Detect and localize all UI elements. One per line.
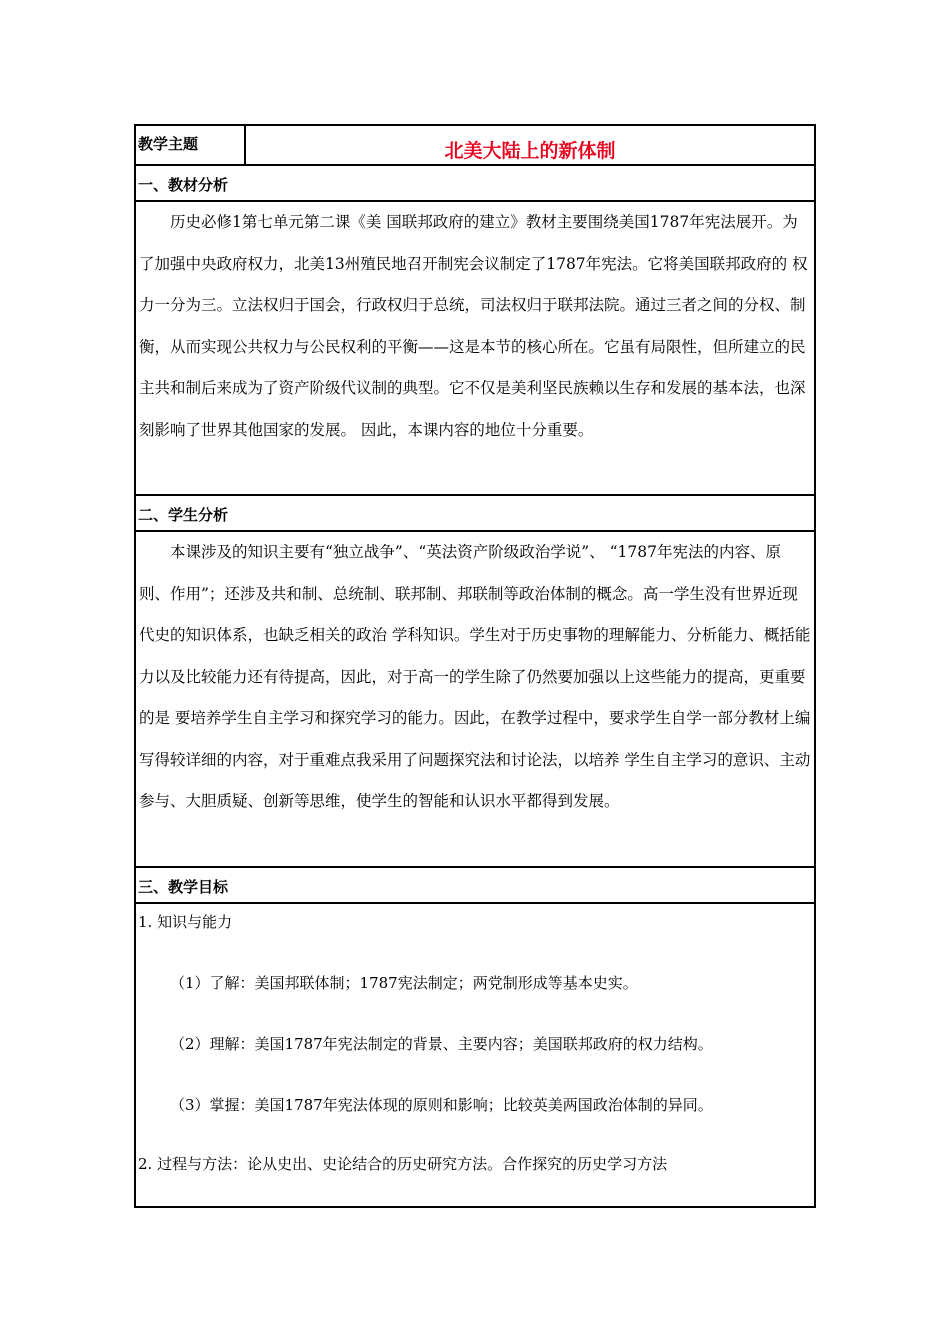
section-1-body-row xyxy=(135,201,815,495)
textbook-analysis-paragraph: 历史必修1第七单元第二课《美 国联邦政府的建立》教材主要围绕美国1787年宪法展开。为了加强中央政府权力，北美13州殖民地召开制宪会议制定了1787年宪法。它将美国联邦政府的 权力一分为三。立法权归于国会，行政权归于总统，司法权归于联邦法院。通过三者之间的分权、制衡，从而实现公共权力与公民权利的平衡——这是本节的核心所在。它虽有局限性，但所建立的民主共和制后来成为了资产阶级代议制的典型。它不仅是美利坚民族赖以生存和发展的基本法，也深刻影响了世界其他国家的发展。 因此，本课内容的地位十分重要。 xyxy=(139,213,808,439)
lesson-plan-page xyxy=(134,124,814,1208)
section-2-body-row xyxy=(135,531,815,867)
goal-item-process-method: 2. 过程与方法：论从史出、史论结合的历史研究方法。合作探究的历史学习方法 xyxy=(138,1155,668,1173)
goal-sub-comprehend: （2）理解：美国1787年宪法制定的背景、主要内容；美国联邦政府的权力结构。 xyxy=(170,1035,713,1053)
section-3-body xyxy=(135,903,815,1207)
section-heading-student-analysis: 二、学生分析 xyxy=(135,495,815,531)
section-2-heading-row xyxy=(135,495,815,531)
topic-label: 教学主题 xyxy=(135,125,245,165)
section-3-body-row xyxy=(135,903,815,1207)
title-row xyxy=(135,125,815,165)
section-heading-textbook-analysis: 一、教材分析 xyxy=(135,165,815,201)
section-1-heading-row xyxy=(135,165,815,201)
section-2-body xyxy=(135,531,815,867)
section-3-heading-row xyxy=(135,867,815,903)
lesson-title: 北美大陆上的新体制 xyxy=(245,125,815,165)
student-analysis-paragraph: 本课涉及的知识主要有“独立战争”、“英法资产阶级政治学说”、 “1787年宪法的内容、原则、作用”；还涉及共和制、总统制、联邦制、邦联制等政治体制的概念。高一学生没有世界近现代史的知识体系，也缺乏相关的政治 学科知识。学生对于历史事物的理解能力、分析能力、概括能力以及比较能力还有待提高，因此，对于高一的学生除了仍然要加强以上这些能力的提高，更重要的是 要培养学生自主学习和探究学习的能力。因此，在教学过程中，要求学生自学一部分教材上编写得较详细的内容，对于重难点我采用了问题探究法和讨论法，以培养 学生自主学习的意识、主动参与、大胆质疑、创新等思维，使学生的智能和认识水平都得到发展。 xyxy=(139,543,811,810)
goal-sub-understand-facts: （1）了解：美国邦联体制；1787宪法制定；两党制形成等基本史实。 xyxy=(170,974,638,992)
section-heading-teaching-goals: 三、教学目标 xyxy=(135,867,815,903)
goal-sub-master: （3）掌握：美国1787年宪法体现的原则和影响；比较英美两国政治体制的异同。 xyxy=(170,1096,713,1114)
section-1-body xyxy=(135,201,815,495)
lesson-plan-table xyxy=(134,124,816,1208)
goal-item-knowledge: 1. 知识与能力 xyxy=(138,913,233,931)
